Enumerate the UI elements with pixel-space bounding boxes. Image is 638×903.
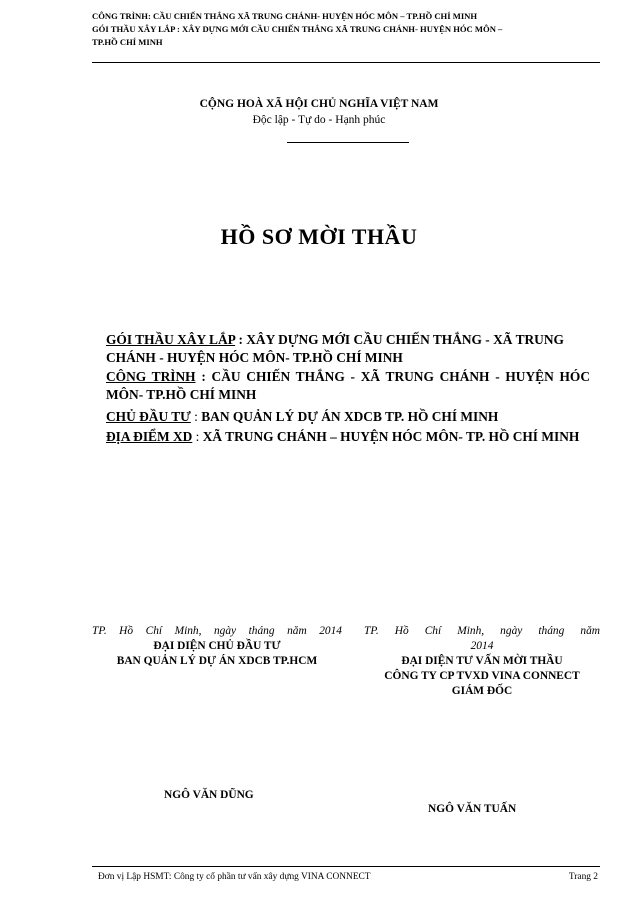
package-key: GÓI THẦU XÂY LẮP [106,332,236,347]
running-header [92,10,600,49]
location-key: ĐỊA ĐIỂM XD [106,429,193,444]
location-separator: : [192,429,203,444]
project-value: : CẦU CHIẾN THẮNG - XÃ TRUNG CHÁNH - HUYỆN HÓC MÔN- TP.HỒ CHÍ MINH [106,369,590,402]
sign-org-left: BAN QUẢN LÝ DỰ ÁN XDCB TP.HCM [116,655,318,667]
sign-year-right: 2014 [470,640,494,652]
sign-org-right: CÔNG TY CP TVXD VINA CONNECT [384,670,580,682]
header-line-1: CÔNG TRÌNH: CẦU CHIẾN THẮNG XÃ TRUNG CHÁNH- HUYỆN HÓC MÔN – TP.HỒ CHÍ MINH [92,11,478,21]
page-footer [98,872,598,882]
investor-key: CHỦ ĐẦU TƯ [106,409,191,424]
sign-position-right: GIÁM ĐỐC [451,685,513,697]
project-info [106,368,590,404]
header-line-2: GÓI THẦU XÂY LẮP : XÂY DỰNG MỚI CẦU CHIẾN THẮNG XÃ TRUNG CHÁNH- HUYỆN HÓC MÔN – [92,24,503,34]
package-value: : XÂY DỰNG MỚI CẦU CHIẾN THẮNG - XÃ TRUNG CHÁNH - HUYỆN HÓC MÔN- TP.HỒ CHÍ MINH [106,332,564,365]
project-key: CÔNG TRÌNH [106,369,196,384]
header-divider [92,62,600,63]
document-title: HỒ SƠ MỜI THẦU [220,224,418,249]
footer-text: Đơn vị Lập HSMT: Công ty cổ phần tư vấn xây dựng VINA CONNECT [98,872,371,882]
signer-name-right: NGÔ VĂN TUẤN [428,803,517,815]
national-title: CỘNG HOÀ XÃ HỘI CHỦ NGHĨA VIỆT NAM [199,98,439,110]
signature-block-right [364,624,600,699]
sign-role-left: ĐẠI DIỆN CHỦ ĐẦU TƯ [153,640,281,652]
investor-separator: : [190,409,202,424]
page-number: Trang 2 [568,872,598,882]
investor-info [106,408,590,426]
signer-name-left: NGÔ VĂN DŨNG [164,789,254,801]
header-line-3: TP.HỒ CHÍ MINH [92,37,163,47]
sign-date-left: TP. Hồ Chí Minh, ngày tháng năm 2014 [92,625,342,637]
package-info [106,331,590,367]
footer-divider [92,866,600,867]
sign-date-right: TP. Hồ Chí Minh, ngày tháng năm [364,625,600,637]
signature-block-left [92,624,342,669]
motto-underline [287,142,409,143]
investor-value: BAN QUẢN LÝ DỰ ÁN XDCB TP. HỒ CHÍ MINH [201,409,499,424]
location-info [106,428,590,446]
location-value: XÃ TRUNG CHÁNH – HUYỆN HÓC MÔN- TP. HỒ CHÍ MINH [202,429,580,444]
national-motto: Độc lập - Tự do - Hạnh phúc [252,114,386,126]
sign-role-right: ĐẠI DIỆN TƯ VẤN MỜI THẦU [401,655,563,667]
